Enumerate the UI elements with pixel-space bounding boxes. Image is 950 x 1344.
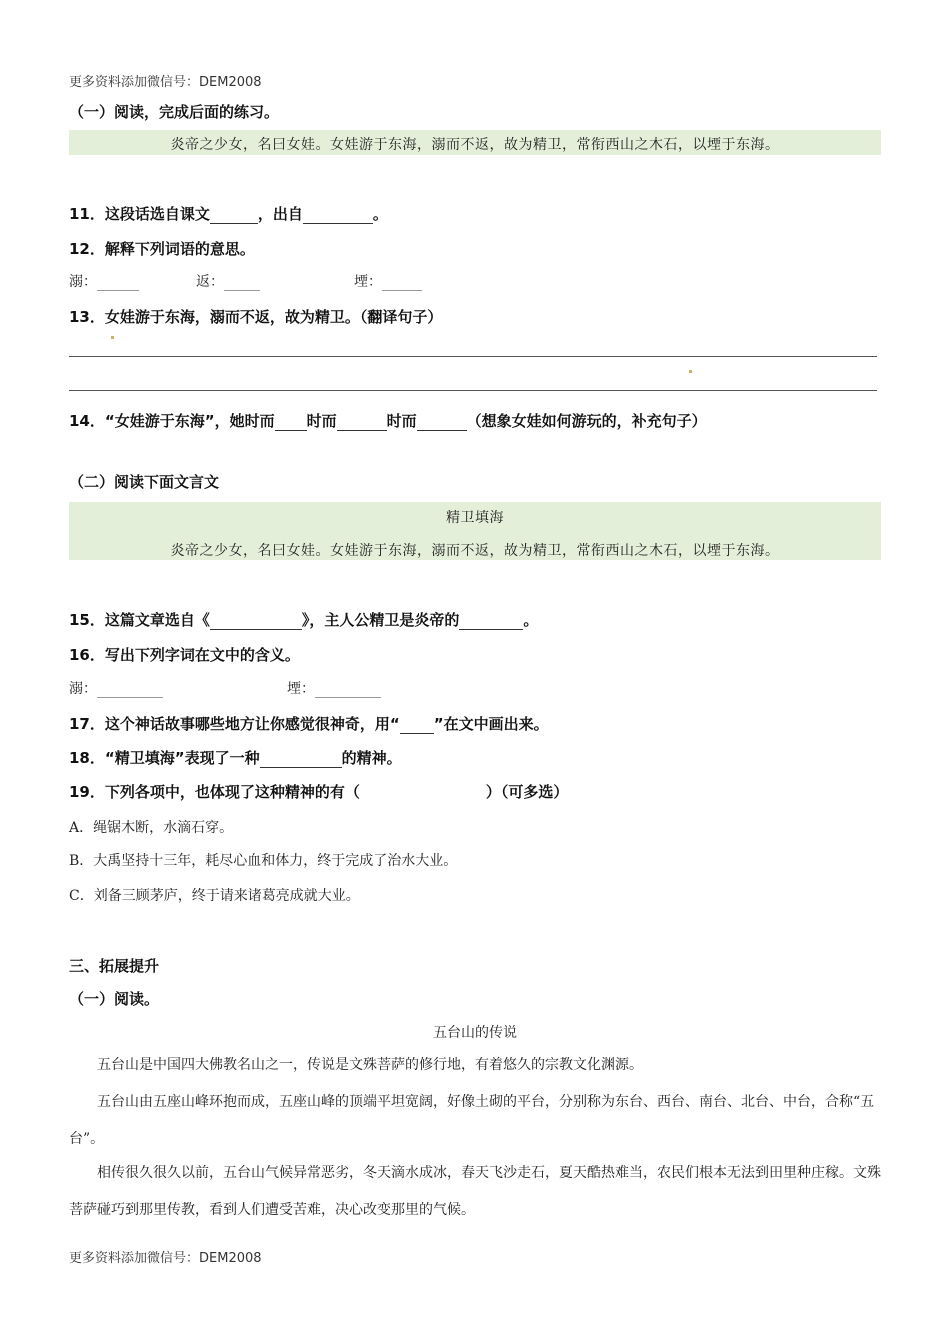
- q13-answer-line-2[interactable]: [69, 390, 877, 391]
- q19-text-b: ）（可多选）: [485, 783, 569, 801]
- q12-blank-yin[interactable]: [382, 290, 422, 291]
- section3-passage-title: 五台山的传说: [433, 1025, 517, 1041]
- q18-blank-spirit[interactable]: [260, 767, 342, 768]
- section2-passage-box: [69, 502, 881, 560]
- q16-blank-ni[interactable]: [97, 697, 163, 698]
- bottom-footer-note: 更多资料添加微信号：DEM2008: [69, 1251, 262, 1266]
- q12-blank-ni[interactable]: [97, 290, 139, 291]
- question-17: [69, 713, 549, 734]
- q14-blank-2[interactable]: [337, 430, 387, 431]
- q19-option-b[interactable]: B．大禹坚持十三年，耗尽心血和体力，终于完成了治水大业。: [69, 853, 458, 869]
- section1-passage-box: [69, 130, 881, 155]
- q16-word-ni: [69, 678, 163, 698]
- q14-text-a: 14．“女娃游于东海”，她时而: [69, 412, 275, 430]
- q11-blank-lesson[interactable]: [210, 223, 258, 224]
- q14-text-b: 时而: [306, 412, 337, 430]
- q14-blank-3[interactable]: [417, 430, 467, 431]
- section3-title: 三、拓展提升: [69, 957, 160, 975]
- q12-blank-fan[interactable]: [224, 290, 260, 291]
- q15-blank-relation[interactable]: [459, 629, 523, 630]
- q15-text-b: 》，主人公精卫是炎帝的: [301, 611, 460, 629]
- q15-text-c: 。: [523, 611, 539, 629]
- question-19: [69, 781, 568, 802]
- top-header-note: 更多资料添加微信号：DEM2008: [69, 75, 262, 90]
- q12-word-yin: [354, 271, 422, 291]
- q15-blank-book[interactable]: [210, 629, 302, 630]
- section1-passage: 炎帝之少女，名曰女娃。女娃游于东海，溺而不返，故为精卫，常衔西山之木石，以堙于东海。: [170, 137, 780, 153]
- section3-subtitle: （一）阅读。: [69, 990, 160, 1008]
- q11-text-c: 。: [372, 205, 388, 223]
- q14-text-c: 时而: [386, 412, 417, 430]
- question-18: [69, 747, 402, 768]
- question-12: 12．解释下列词语的意思。: [69, 240, 255, 258]
- question-16: 16．写出下列字词在文中的含义。: [69, 646, 300, 664]
- section3-paragraph-2: 五台山由五座山峰环抱而成，五座山峰的顶端平坦宽阔，好像土砌的平台，分别称为东台、西台、南台、北台、中台，合称“五台”。: [69, 1094, 875, 1147]
- q11-text-a: 11．这段话选自课文: [69, 205, 210, 223]
- section3-paragraph-1: 五台山是中国四大佛教名山之一，传说是文殊菩萨的修行地，有着悠久的宗教文化渊源。: [97, 1057, 643, 1073]
- q17-text-b: ”在文中画出来。: [433, 715, 549, 733]
- q11-text-b: ，出自: [257, 205, 303, 223]
- q12-word-fan: [196, 271, 260, 291]
- section2-title: （二）阅读下面文言文: [69, 473, 220, 491]
- q19-option-a[interactable]: A．绳锯木断，水滴石穿。: [69, 820, 234, 836]
- q16-blank-yin[interactable]: [315, 697, 381, 698]
- q19-text-a: 19．下列各项中，也体现了这种精神的有（: [69, 783, 360, 801]
- section2-passage: 炎帝之少女，名曰女娃。女娃游于东海，溺而不返，故为精卫，常衔西山之木石，以堙于东海。: [170, 543, 780, 559]
- q16-label-yin: 堙：: [287, 681, 315, 697]
- question-11: [69, 203, 388, 224]
- q12-word-ni: [69, 271, 139, 291]
- q12-label-ni: 溺：: [69, 274, 97, 290]
- marker-dot: [111, 336, 114, 339]
- section3-paragraph-3: 相传很久很久以前，五台山气候异常恶劣，冬天滴水成冰，春天飞沙走石，夏天酷热难当，农民们根本无法到田里种庄稼。文殊菩萨碰巧到那里传教，看到人们遭受苦难，决心改变那里的气候。: [69, 1165, 881, 1218]
- question-13: 13．女娃游于东海，溺而不返，故为精卫。（翻译句子）: [69, 308, 443, 326]
- q16-word-yin: [287, 678, 381, 698]
- q16-label-ni: 溺：: [69, 681, 97, 697]
- question-15: [69, 609, 538, 630]
- question-14: [69, 410, 707, 431]
- section1-title: （一）阅读，完成后面的练习。: [69, 103, 280, 121]
- q15-text-a: 15．这篇文章选自《: [69, 611, 210, 629]
- q17-underline-sample: [400, 733, 434, 734]
- q19-option-c[interactable]: C．刘备三顾茅庐，终于请来诸葛亮成就大业。: [69, 888, 360, 904]
- q12-label-fan: 返：: [196, 274, 224, 290]
- q18-text-a: 18．“精卫填海”表现了一种: [69, 749, 260, 767]
- q14-text-d: （想象女娃如何游玩的，补充句子）: [466, 412, 707, 430]
- q18-text-b: 的精神。: [341, 749, 402, 767]
- q14-blank-1[interactable]: [275, 430, 307, 431]
- section2-passage-title: 精卫填海: [446, 510, 504, 526]
- q11-blank-source[interactable]: [303, 223, 373, 224]
- q12-label-yin: 堙：: [354, 274, 382, 290]
- marker-dot: [689, 370, 692, 373]
- q17-text-a: 17．这个神话故事哪些地方让你感觉很神奇，用“: [69, 715, 400, 733]
- q13-answer-line-1[interactable]: [69, 356, 877, 357]
